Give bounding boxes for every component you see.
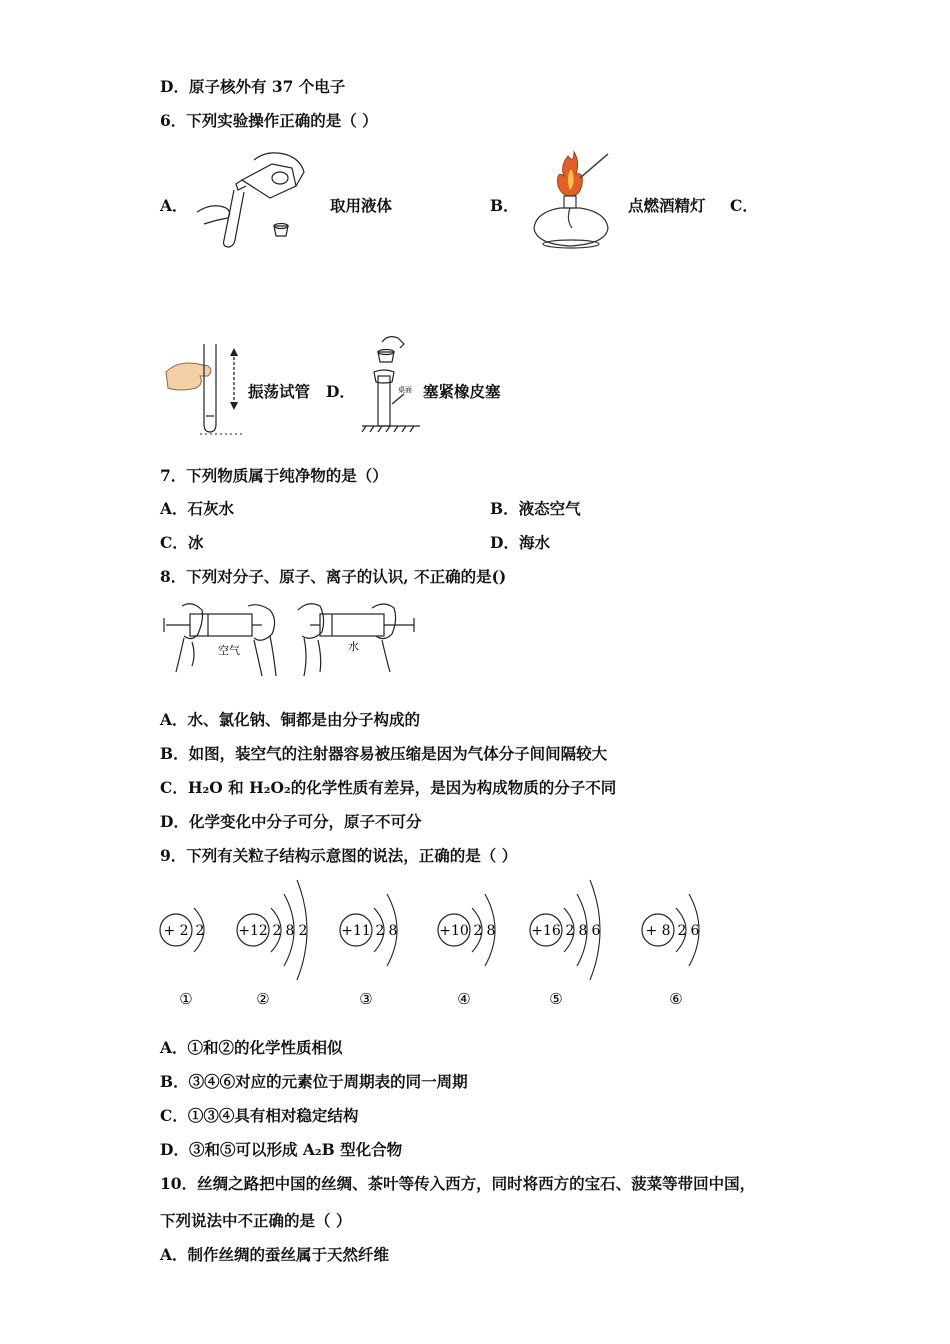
q6-option-a-caption: 取用液体 [330, 196, 393, 215]
shell-electron-count: 8 [388, 923, 398, 939]
shell-electron-count: 2 [473, 923, 483, 939]
q6-stem: 6．下列实验操作正确的是（ ） [160, 111, 378, 130]
desk-label: 桌面 [398, 386, 412, 394]
shell-electron-count: 8 [578, 923, 588, 939]
shell-electron-count: 6 [690, 923, 700, 939]
shell-electron-count: 2 [677, 923, 687, 939]
particle-label: ⑤ [549, 990, 563, 1008]
particle-label: ④ [457, 990, 471, 1008]
q6-option-d-letter: D． [326, 382, 355, 401]
particle-structure-diagrams [150, 872, 750, 1012]
shell-electron-count: 8 [285, 923, 295, 939]
pouring-liquid-illustration [192, 150, 307, 250]
syringe-air-label: 空气 [218, 644, 240, 657]
particle-label: ⑥ [669, 990, 683, 1008]
particle-diagram [160, 908, 204, 1008]
q9-option-b: B．③④⑥对应的元素位于周期表的同一周期 [160, 1072, 468, 1091]
q9-option-c: C．①③④具有相对稳定结构 [160, 1106, 359, 1125]
q6-option-c-letter: C． [730, 196, 758, 215]
nucleus-charge: +10 [439, 923, 469, 939]
q10-stem-line2: 下列说法中不正确的是（ ） [160, 1211, 352, 1230]
q7-option-c: C．冰 [160, 533, 204, 552]
stopper-insertion-illustration [360, 334, 422, 434]
particle-label: ③ [359, 990, 373, 1008]
shell-electron-count: 8 [486, 923, 496, 939]
q7-option-d: D．海水 [490, 533, 550, 552]
shell-electron-count: 2 [375, 923, 385, 939]
q6-option-d-caption: 塞紧橡皮塞 [423, 382, 501, 401]
q5-option-d: D．原子核外有 37 个电子 [160, 77, 346, 96]
particle-diagram [642, 894, 700, 1008]
nucleus-charge: +16 [531, 923, 561, 939]
shaking-test-tube-illustration [160, 340, 242, 436]
q8-option-a: A．水、氯化钠、铜都是由分子构成的 [160, 710, 421, 729]
alcohol-lamp-illustration [530, 148, 615, 250]
syringe-air-illustration [162, 600, 282, 678]
particle-diagram [530, 880, 601, 1008]
shell-electron-count: 2 [298, 923, 308, 939]
particle-label: ① [179, 990, 193, 1008]
shell-electron-count: 2 [565, 923, 575, 939]
shell-electron-count: 2 [272, 923, 282, 939]
q6-option-a-letter: A． [160, 196, 188, 215]
q8-option-d: D．化学变化中分子可分，原子不可分 [160, 812, 422, 831]
nucleus-charge: + 8 [645, 923, 671, 939]
q6-option-c-caption: 振荡试管 [248, 382, 311, 401]
q9-option-d: D．③和⑤可以形成 A₂B 型化合物 [160, 1140, 403, 1159]
nucleus-charge: +11 [341, 923, 371, 939]
q7-option-b: B．液态空气 [490, 499, 581, 518]
q9-option-a: A．①和②的化学性质相似 [160, 1038, 343, 1057]
q7-option-a: A．石灰水 [160, 499, 235, 518]
q6-option-b-caption: 点燃酒精灯 [628, 196, 706, 215]
particle-label: ② [256, 990, 270, 1008]
q10-stem-line1: 10．丝绸之路把中国的丝绸、茶叶等传入西方，同时将西方的宝石、菠菜等带回中国， [160, 1174, 756, 1193]
syringe-water-illustration [292, 600, 416, 678]
shell-electron-count: 2 [195, 923, 205, 939]
shell-electron-count: 6 [591, 923, 601, 939]
q8-option-b: B．如图，装空气的注射器容易被压缩是因为气体分子间间隔较大 [160, 744, 608, 763]
q6-option-b-letter: B． [490, 196, 519, 215]
q8-stem: 8．下列对分子、原子、离子的认识, 不正确的是() [160, 567, 507, 586]
q7-stem: 7．下列物质属于纯净物的是（） [160, 466, 388, 485]
particle-diagram [237, 880, 307, 1008]
particle-diagram [438, 894, 495, 1008]
q10-option-a: A．制作丝绸的蚕丝属于天然纤维 [160, 1245, 390, 1264]
nucleus-charge: +12 [238, 923, 268, 939]
q9-stem: 9．下列有关粒子结构示意图的说法，正确的是（ ） [160, 846, 518, 865]
nucleus-charge: + 2 [163, 923, 189, 939]
syringe-water-label: 水 [348, 640, 359, 653]
particle-diagram [340, 894, 397, 1008]
q8-option-c: C．H₂O 和 H₂O₂的化学性质有差异，是因为构成物质的分子不同 [160, 778, 617, 797]
